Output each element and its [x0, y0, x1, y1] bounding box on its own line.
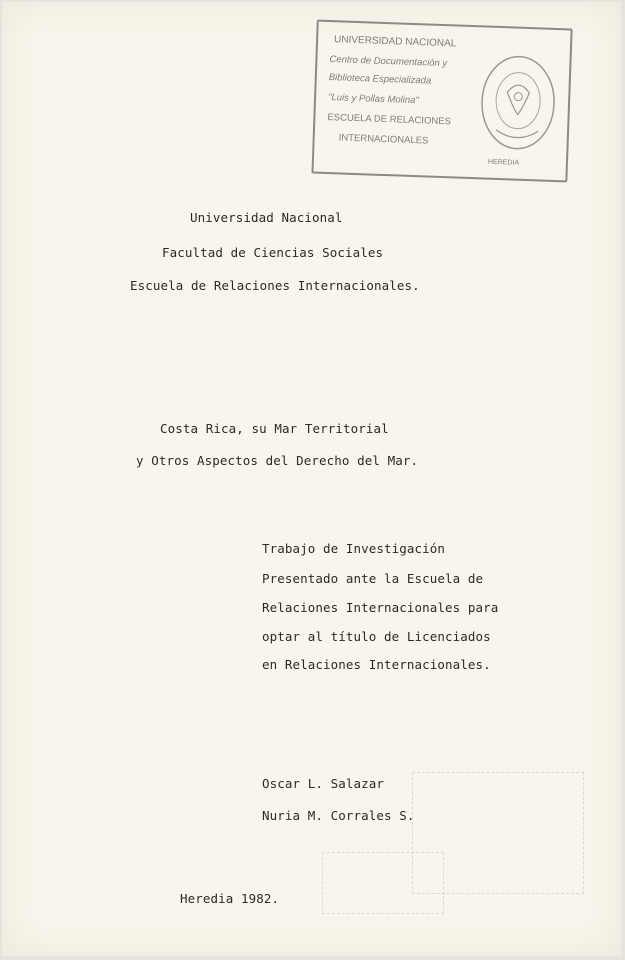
stamp-line: ESCUELA DE RELACIONES — [327, 112, 452, 128]
stamp-line: "Luis y Pollas Molina" — [327, 92, 419, 107]
purpose-line: optar al título de Licenciados — [262, 629, 491, 644]
purpose-line: Relaciones Internacionales para — [262, 600, 499, 615]
stamp-line: INTERNACIONALES — [338, 132, 429, 147]
stamp-line: Centro de Documentación y — [329, 54, 448, 70]
seal-label: HEREDIA — [487, 158, 520, 167]
faculty-name: Facultad de Ciencias Sociales — [162, 245, 384, 260]
author-name: Nuria M. Corrales S. — [262, 808, 415, 823]
thesis-title-line-2: y Otros Aspectos del Derecho del Mar. — [136, 453, 419, 468]
purpose-line: en Relaciones Internacionales. — [262, 657, 491, 672]
purpose-line: Presentado ante la Escuela de — [262, 571, 484, 586]
library-stamp — [309, 16, 575, 190]
bleed-through-block — [322, 852, 444, 914]
document-page — [2, 2, 621, 956]
stamp-line: UNIVERSIDAD NACIONAL — [333, 34, 457, 50]
place-date: Heredia 1982. — [180, 891, 280, 906]
author-name: Oscar L. Salazar — [262, 776, 385, 791]
school-name: Escuela de Relaciones Internacionales. — [130, 278, 420, 293]
university-seal-icon — [475, 51, 561, 164]
thesis-title-line-1: Costa Rica, su Mar Territorial — [160, 421, 389, 436]
university-name: Universidad Nacional — [190, 210, 343, 225]
stamp-line: Biblioteca Especializada — [328, 72, 432, 87]
purpose-line: Trabajo de Investigación — [262, 541, 446, 556]
